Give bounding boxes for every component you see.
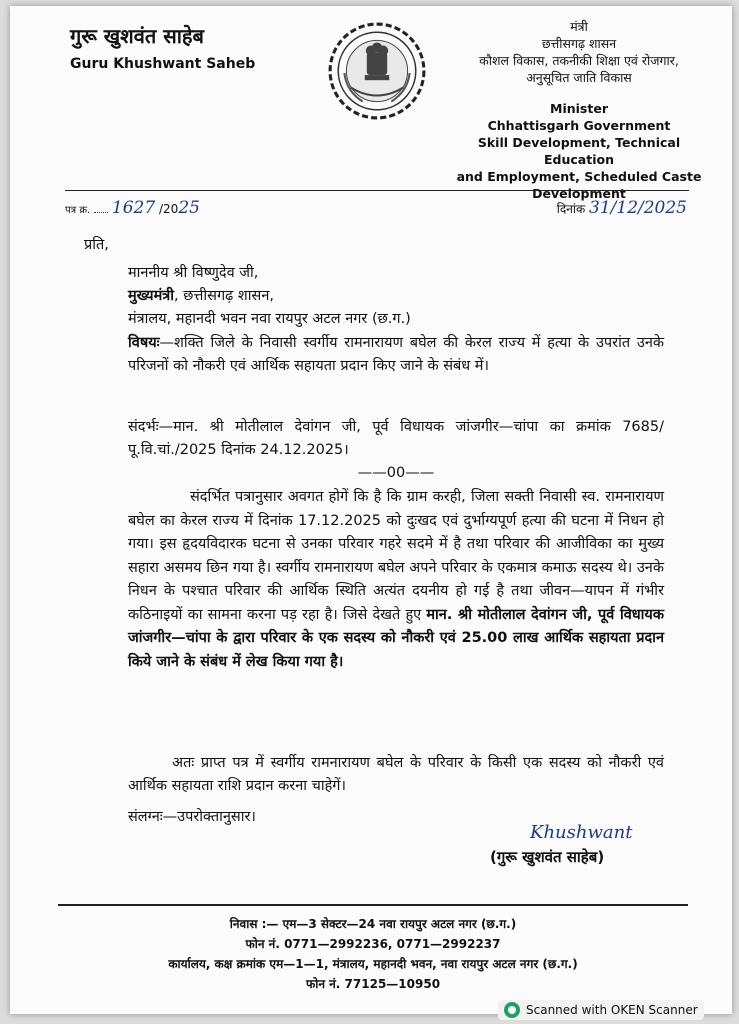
date-block: [557, 198, 687, 218]
body-paragraph-1: [128, 486, 664, 674]
body-paragraph-2: [128, 752, 664, 798]
addressee-line: माननीय श्री विष्णुदेव जी,: [128, 265, 259, 281]
date-label: दिनांक: [556, 202, 586, 216]
footer-office-phone: फोन नं. 77125—10950: [305, 977, 441, 991]
addressee-block: [128, 262, 658, 331]
subject-label: विषयः: [128, 335, 160, 351]
signature-block: [490, 822, 670, 867]
designation-hindi: [446, 18, 712, 86]
addressee-designation: मुख्यमंत्री: [128, 288, 174, 304]
letter-number: 1627: [111, 198, 156, 218]
minister-name-english: Guru Khushwant Saheb: [70, 56, 256, 72]
reference-row: [65, 198, 705, 218]
footer-address: [58, 914, 688, 994]
signatory-name: (गुरू खुशवंत साहेब): [490, 848, 605, 866]
date-value: 31/12/2025: [589, 198, 687, 218]
letter-year-prefix: /20: [159, 202, 179, 216]
cg-government-emblem-icon: [326, 20, 428, 122]
subject-text: —शक्ति जिले के निवासी स्वर्गीय रामनारायण बघेल की केरल राज्य में हत्या के उपरांत उनके परिजनों को नौकरी एवं आर्थिक सहायता प्रदान किए जाने के संबंध में।: [128, 335, 664, 374]
designation-english-line: Minister: [550, 101, 608, 116]
letterhead-right: [446, 18, 712, 202]
addressee-line: [128, 285, 658, 308]
designation-english: [446, 100, 712, 202]
paragraph-text: अतः प्राप्त पत्र में स्वर्गीय रामनारायण बघेल के परिवार के किसी एक सदस्य को नौकरी एवं आर्थिक सहायता राशि प्रदान करना चाहेगें।: [128, 755, 664, 794]
designation-english-line: and Employment, Scheduled Caste: [456, 169, 702, 184]
separator: ——00——: [357, 465, 435, 481]
reference-block: [128, 416, 664, 462]
handwritten-signature: Khushwant: [530, 822, 633, 843]
footer-office: कार्यालय, कक्ष क्रमांक एम—1—1, मंत्रालय, महानदी भवन, नवा रायपुर अटल नगर (छ.ग.): [168, 957, 578, 971]
paragraph-text: संदर्भित पत्रानुसार अवगत होगें कि है कि ग्राम करही, जिला सक्ती निवासी स्व. रामनारायण बघेल का केरल राज्य में दिनांक 17.12.2025 को दुःखद एवं दुर्भाग्यपूर्ण हत्या की घटना में निधन हो गया। इस हृदयविदारक घटना से उनका परिवार गहरे सदमे में है तथा परिवार की आजीविका का मुख्य सहारा असमय छिन गया है। स्वर्गीय रामनारायण बघेल अपने परिवार के एकमात्र कमाऊ सदस्य थे। उनके निधन के पश्चात परिवार की आर्थिक स्थिति अत्यंत दयनीय हो गई है तथा जीवन—यापन में गंभीर कठिनाइयों का सामना करना पड़ रहा है। जिसे देखते हुए: [128, 489, 664, 623]
footer-residence-phone: फोन नं. 0771—2992236, 0771—2992237: [245, 937, 501, 951]
subject-block: [128, 332, 664, 378]
designation-english-line: Chhattisgarh Government: [487, 118, 671, 133]
designation-english-line: Development: [532, 186, 626, 201]
letter-page: [10, 6, 732, 1014]
scanner-watermark: [498, 1000, 704, 1020]
letter-year-suffix: 25: [178, 198, 200, 218]
addressee-office: , छत्तीसगढ़ शासन,: [174, 288, 274, 304]
paragraph-bold-text: मान. श्री मोतीलाल देवांगन जी, पूर्व विधायक जांजगीर—चांपा के द्वारा परिवार के एक सदस्य को नौकरी एवं 25.00 लाख आर्थिक सहायता प्रदान किये जाने के संबंध में लेख किया गया है।: [128, 606, 664, 670]
designation-hindi-line: कौशल विकास, तकनीकी शिक्षा एवं रोजगार,: [479, 53, 679, 68]
footer-residence: निवास :— एम—3 सेक्टर—24 नवा रायपुर अटल नगर (छ.ग.): [229, 917, 517, 931]
designation-hindi-line: मंत्री: [570, 19, 588, 34]
designation-english-line: Skill Development, Technical Education: [477, 135, 681, 167]
scanner-text: Scanned with OKEN Scanner: [526, 1003, 698, 1017]
enclosure: संलग्नः—उपरोक्तानुसार।: [128, 809, 256, 825]
designation-hindi-line: छत्तीसगढ़ शासन: [541, 36, 617, 51]
addressee-line: मंत्रालय, महानदी भवन नवा रायपुर अटल नगर (छ.ग.): [128, 311, 411, 327]
letter-number-label: पत्र क्र.: [65, 205, 91, 216]
addressee-to: प्रति,: [84, 237, 109, 253]
footer-divider: [58, 904, 688, 906]
minister-name-hindi: गुरू खुशवंत साहेब: [70, 24, 204, 48]
dotted-line: [94, 212, 108, 213]
designation-hindi-line: अनुसूचित जाति विकास: [526, 70, 632, 85]
header-divider: [65, 190, 689, 191]
reference-text: संदर्भः—मान. श्री मोतीलाल देवांगन जी, पूर्व विधायक जांजगीर—चांपा का क्रमांक 7685/पू.वि.चां./2025 दिनांक 24.12.2025।: [128, 419, 664, 458]
letterhead-left: [70, 24, 255, 72]
scanner-logo-icon: [504, 1002, 520, 1018]
